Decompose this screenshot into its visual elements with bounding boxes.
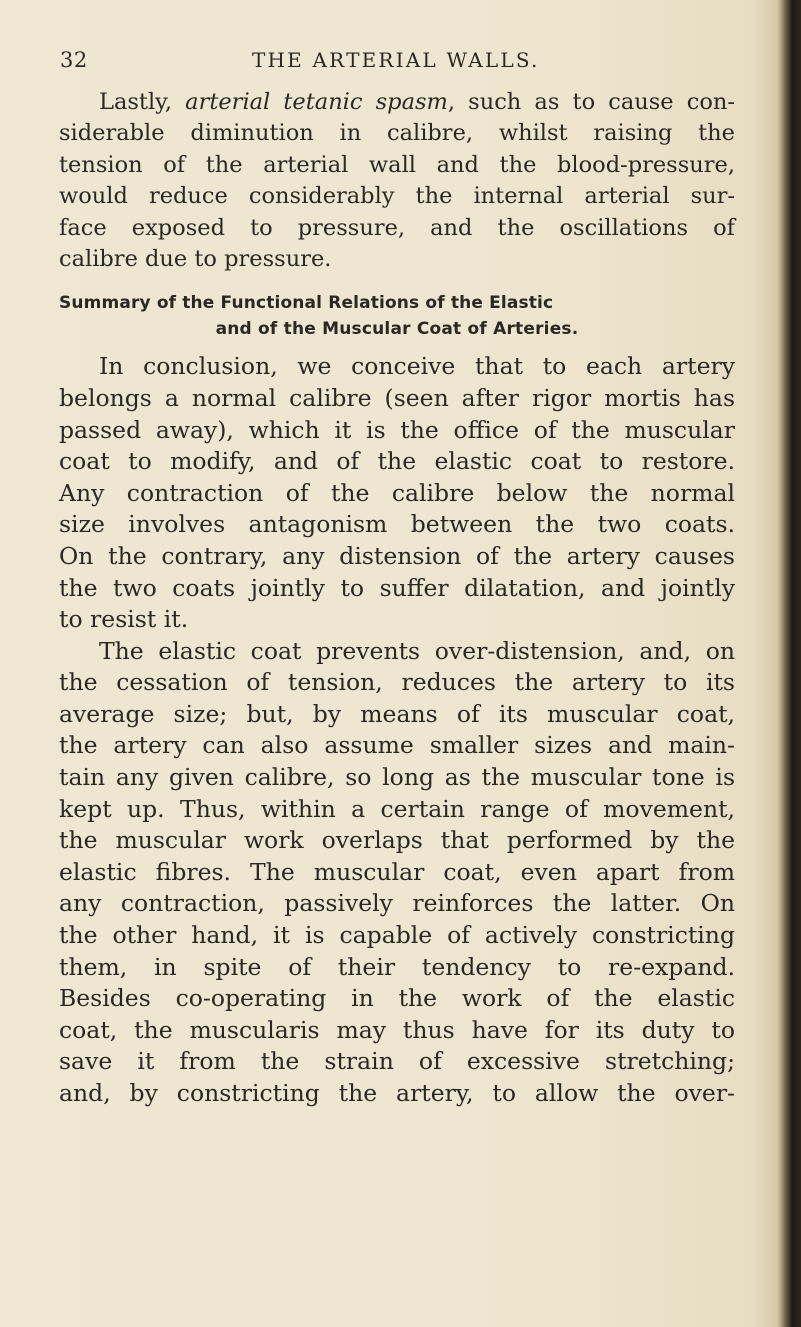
paragraph-1 [59, 87, 735, 275]
paragraph-line: siderable diminution in calibre, whilst raising the [59, 120, 735, 147]
paragraph-line: them, in spite of their tendency to re-expand. [59, 952, 735, 981]
paragraph-2 [59, 351, 735, 635]
paragraph-line: elastic fibres. The muscular coat, even apart from [59, 857, 735, 886]
paragraph-line: On the contrary, any distension of the artery causes [59, 541, 735, 570]
paragraph-line: the cessation of tension, reduces the artery to its [59, 668, 735, 697]
paragraph-line: save it from the strain of excessive stretching; [59, 1047, 735, 1076]
paragraph-line: In conclusion, we conceive that to each artery [99, 352, 735, 381]
paragraph-line: would reduce considerably the internal arterial sur- [59, 183, 735, 210]
paragraph-line: and, by constricting the artery, to allow the over- [59, 1079, 735, 1107]
page-number: 32 [60, 48, 88, 72]
paragraph-line: the other hand, it is capable of actively constricting [59, 921, 735, 950]
paragraph-line: kept up. Thus, within a certain range of movement, [59, 794, 735, 823]
page-edge-binding [779, 0, 801, 1327]
paragraph-3 [59, 636, 735, 1110]
paragraph-line: calibre due to pressure. [59, 245, 332, 272]
page-header [0, 48, 801, 78]
paragraph-line: belongs a normal calibre (seen after rigor mortis has [59, 383, 735, 412]
running-head: THE ARTERIAL WALLS. [252, 48, 540, 72]
text-run: Lastly, [99, 89, 186, 115]
paragraph-line: size involves antagonism between the two coats. [59, 510, 735, 539]
paragraph-line: coat to modify, and of the elastic coat to restore. [59, 447, 735, 476]
paragraph-line: tain any given calibre, so long as the muscular tone is [59, 763, 735, 792]
paragraph-line: the two coats jointly to suffer dilatation, and jointly [59, 573, 735, 602]
paragraph-line [59, 87, 735, 118]
paragraph-line: passed away), which it is the office of the muscular [59, 415, 735, 444]
section-heading-line: and of the Muscular Coat of Arteries. [215, 319, 579, 340]
paragraph-line: average size; but, by means of its muscular coat, [59, 699, 735, 728]
italic-term: arterial tetanic spasm [185, 89, 448, 115]
paragraph-line: coat, the muscularis may thus have for its duty to [59, 1015, 735, 1044]
paragraph-line: The elastic coat prevents over-distension, and, on [99, 636, 735, 665]
paragraph-line: the artery can also assume smaller sizes and main- [59, 731, 735, 760]
paragraph-line: Any contraction of the calibre below the normal [59, 478, 735, 507]
text-run: , such as to cause con- [447, 89, 735, 115]
paragraph-line: any contraction, passively reinforces the latter. On [59, 889, 735, 918]
section-heading [59, 290, 735, 342]
paragraph-line: face exposed to pressure, and the oscillations of [59, 214, 735, 241]
paragraph-line: Besides co-operating in the work of the elastic [59, 984, 735, 1013]
section-heading-line: Summary of the Functional Relations of the Elastic [59, 293, 554, 314]
paragraph-line: the muscular work overlaps that performed by the [59, 826, 735, 855]
paragraph-line: tension of the arterial wall and the blood-pressure, [59, 151, 735, 178]
body-text [59, 87, 735, 1110]
paragraph-line: to resist it. [59, 605, 189, 634]
